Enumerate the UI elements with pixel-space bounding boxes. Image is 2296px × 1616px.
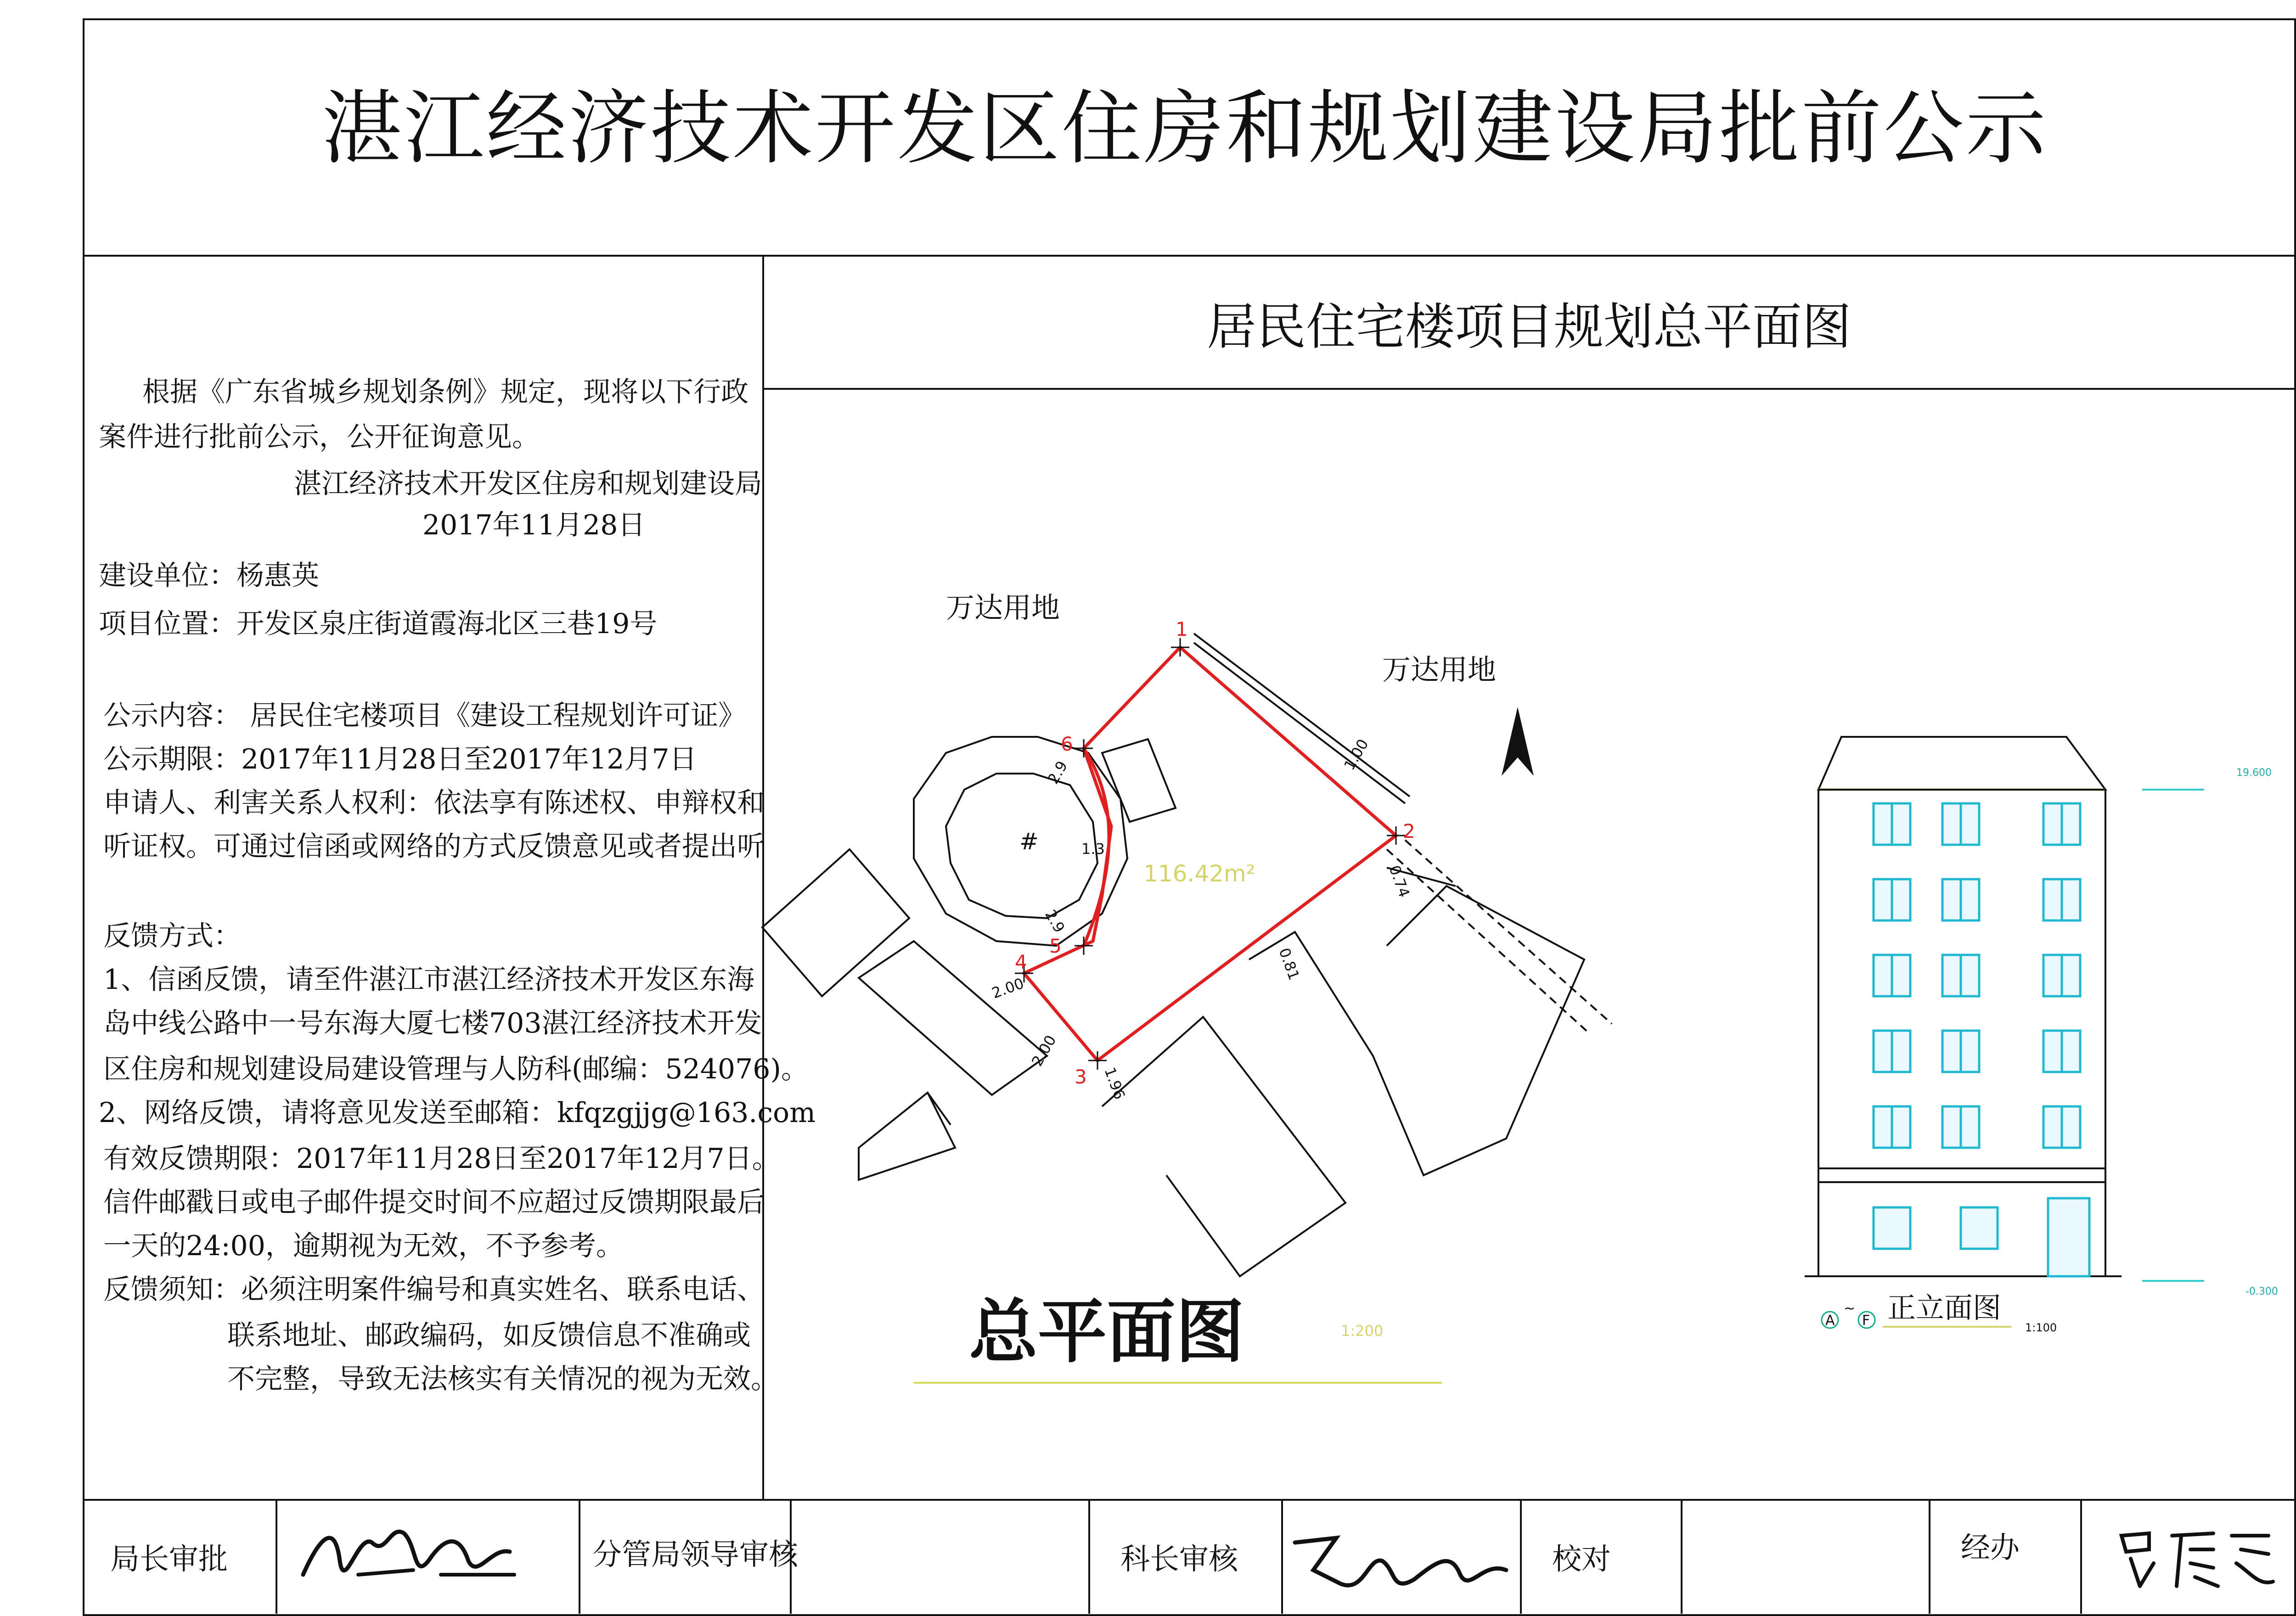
page-title: 湛江经济技术开发区住房和规划建设局批前公示 <box>321 82 2048 175</box>
dim-1-96: 1.96 <box>1101 1065 1129 1102</box>
dim-1-00: 1.00 <box>1340 736 1372 773</box>
notice-content: 公示内容： 居民住宅楼项目《建设工程规划许可证》 <box>103 700 746 732</box>
boundary-vertices <box>1015 638 1405 1070</box>
dim-0-74: 0.74 <box>1385 863 1413 900</box>
notice-rights-1: 申请人、利害关系人权利：依法享有陈述权、申辩权和 <box>103 787 765 819</box>
postmark-rule-2: 一天的24:00，逾期视为无效，不予参考。 <box>103 1230 624 1262</box>
director-signature <box>294 1506 533 1607</box>
south-building <box>1102 1017 1345 1276</box>
point-label-5: 5 <box>1049 935 1062 957</box>
site-boundary <box>1024 647 1396 1060</box>
label-section-chief: 科长审核 <box>1120 1543 1238 1577</box>
dim-2-9-b: 2.9 <box>1041 907 1069 936</box>
elevation-ground-level: -0.300 <box>2245 1286 2278 1297</box>
footer-col-9 <box>2080 1499 2082 1614</box>
footer-col-6 <box>1520 1499 1522 1614</box>
dim-2-00-a: 2.00 <box>1028 1032 1060 1069</box>
feedback-title: 反馈方式： <box>103 920 241 952</box>
elevation-top-level: 19.600 <box>2236 767 2272 779</box>
footer-col-4 <box>1088 1499 1090 1614</box>
footer-col-5 <box>1281 1499 1283 1614</box>
label-deputy: 分管局领导审核 <box>592 1538 798 1572</box>
feedback-letter-2: 岛中线公路中一号东海大厦七楼703湛江经济技术开发 <box>103 1007 762 1039</box>
footer-divider <box>83 1499 2296 1501</box>
notice-location: 项目位置：开发区泉庄街道霞海北区三巷19号 <box>99 608 658 640</box>
elevation-window <box>1874 1207 1910 1249</box>
neighbor-label-east: 万达用地 <box>1382 653 1497 686</box>
point-label-4: 4 <box>1015 951 1027 973</box>
handler-signature <box>2112 1508 2282 1600</box>
label-handler: 经办 <box>1961 1531 2020 1565</box>
axis-mark-f: F <box>1862 1313 1870 1329</box>
point-label-1: 1 <box>1176 618 1188 640</box>
notice-applicant: 建设单位：杨惠英 <box>99 560 319 592</box>
footer-col-7 <box>1681 1499 1683 1614</box>
feedback-letter-1: 1、信函反馈，请至件湛江市湛江经济技术开发区东海 <box>103 964 755 996</box>
drawing-title: 居民住宅楼项目规划总平面图 <box>1206 298 1851 356</box>
neighbor-label-west: 万达用地 <box>946 591 1060 624</box>
notice-period: 公示期限：2017年11月28日至2017年12月7日 <box>103 743 697 775</box>
point-label-2: 2 <box>1403 820 1415 842</box>
feedback-letter-3: 区住房和规划建设局建设管理与人防科(邮编：524076)。 <box>103 1053 809 1085</box>
dimension-labels <box>990 736 1413 1101</box>
site-area-label: 116.42m² <box>1143 860 1255 887</box>
north-arrow-icon <box>1502 707 1534 776</box>
notice-line2: 案件进行批前公示，公开征询意见。 <box>99 421 540 453</box>
notice-issuer: 湛江经济技术开发区住房和规划建设局 <box>294 468 762 500</box>
elevation-window <box>1961 1207 1998 1249</box>
entrance-door <box>2048 1198 2089 1276</box>
point-label-6: 6 <box>1061 733 1073 755</box>
axis-mark-sep: ~ <box>1844 1301 1856 1317</box>
axis-mark-a: A <box>1825 1313 1835 1329</box>
notice-line1: 根据《广东省城乡规划条例》规定，现将以下行政 <box>142 376 748 408</box>
boundary-point-labels <box>1015 618 1415 1088</box>
small-structure <box>1102 739 1176 822</box>
footer-col-1 <box>276 1499 277 1614</box>
front-elevation <box>1805 737 2204 1281</box>
southwest-building-2 <box>859 1093 955 1180</box>
plan-caption-underline <box>914 1382 1442 1384</box>
section-chief-signature <box>1286 1506 1515 1607</box>
plan-caption: 总平面图 <box>969 1292 1245 1372</box>
southeast-building <box>1249 886 1584 1175</box>
dim-0-81: 0.81 <box>1275 945 1303 982</box>
elevation-axis-marks <box>1822 1301 1875 1329</box>
postmark-rule-1: 信件邮戳日或电子邮件提交时间不应超过反馈期限最后 <box>103 1186 765 1218</box>
label-proofread: 校对 <box>1552 1543 1611 1577</box>
elevation-scale: 1:100 <box>2025 1321 2057 1334</box>
surrounding-buildings <box>762 634 1612 1276</box>
west-building <box>762 849 909 996</box>
feedback-note-3: 不完整，导致无法核实有关情况的视为无效。 <box>227 1363 778 1395</box>
label-director: 局长审批 <box>110 1543 228 1577</box>
elevation-caption: 正立面图 <box>1887 1291 2002 1324</box>
point-label-3: 3 <box>1075 1066 1087 1088</box>
plan-scale: 1:200 <box>1341 1322 1384 1340</box>
notice-issue-date: 2017年11月28日 <box>422 509 646 541</box>
valid-period: 有效反馈期限：2017年11月28日至2017年12月7日。 <box>103 1143 780 1175</box>
dim-2-9-a: 2.9 <box>1044 758 1071 787</box>
centre-mark: # <box>1019 828 1039 855</box>
feedback-note-1: 反馈须知：必须注明案件编号和真实姓名、联系电话、 <box>103 1274 765 1306</box>
dim-1-3: 1.3 <box>1081 840 1105 858</box>
notice-rights-2: 听证权。可通过信函或网络的方式反馈意见或者提出听 <box>103 830 765 863</box>
dim-2-00-b: 2.00 <box>989 974 1026 1002</box>
footer-col-8 <box>1929 1499 1930 1614</box>
feedback-email: 2、网络反馈，请将意见发送至邮箱：kfqzgjjg@163.com <box>99 1097 816 1129</box>
feedback-note-2: 联系地址、邮政编码，如反馈信息不准确或 <box>227 1319 751 1352</box>
footer-col-2 <box>579 1499 580 1614</box>
